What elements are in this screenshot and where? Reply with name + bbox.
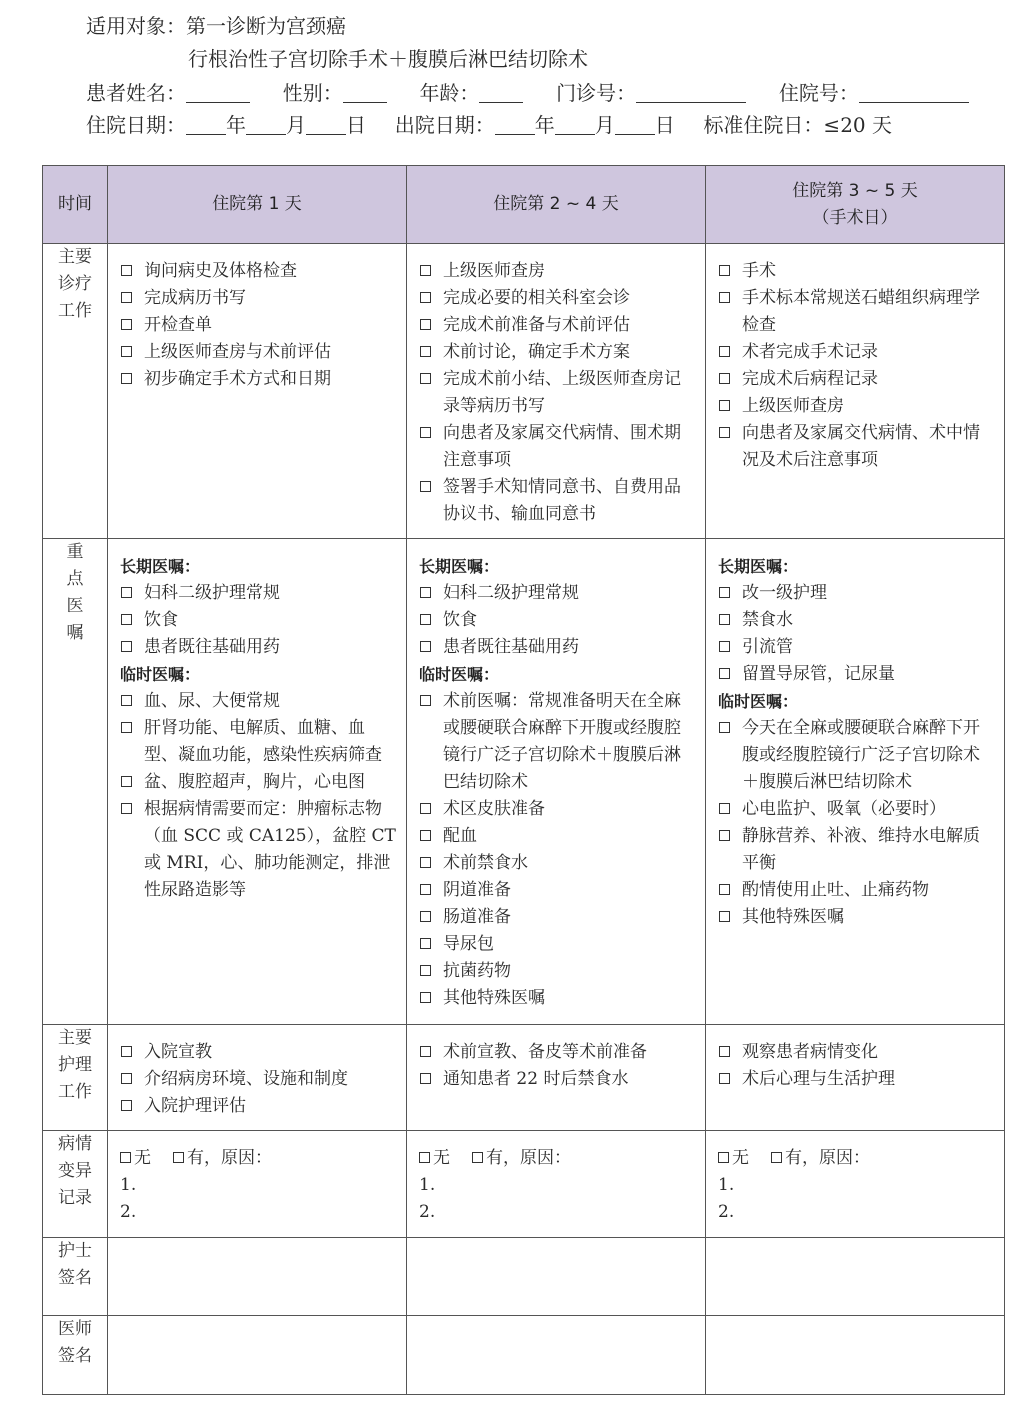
checklist-item-text: 其他特殊医嘱: [742, 907, 844, 927]
checklist-item: [718, 366, 996, 393]
checklist-item-text: 上级医师查房: [742, 396, 844, 416]
checkbox[interactable]: [420, 992, 431, 1003]
date-line: 住院日期： 年 月 日 出院日期： 年 月 日 标准住院日：≤20 天: [86, 113, 893, 137]
checklist-item-text: 观察患者病情变化: [742, 1042, 878, 1062]
checkbox[interactable]: [420, 803, 431, 814]
checklist-item-text: 盆、腹腔超声，胸片，心电图: [144, 772, 365, 792]
checkbox[interactable]: [121, 587, 132, 598]
checklist-item-text: 饮食: [144, 610, 178, 630]
checklist-item-text: 术前宣教、备皮等术前准备: [443, 1042, 647, 1062]
nursing-col1: [108, 1025, 406, 1130]
checklist-item: [120, 769, 398, 796]
discharge-year-field[interactable]: [495, 114, 535, 135]
checklist-item-text: 留置导尿管，记尿量: [742, 664, 895, 684]
row-key-orders: [43, 539, 1005, 1025]
checklist-item-text: 入院宣教: [144, 1042, 212, 1062]
checkbox[interactable]: [719, 346, 730, 357]
checkbox[interactable]: [719, 373, 730, 384]
inpatient-field[interactable]: [859, 82, 969, 103]
row-label-main-work: 主要 诊疗 工作: [43, 244, 108, 539]
nursing-col2: [407, 1025, 705, 1103]
admit-year-field[interactable]: [186, 114, 226, 135]
main-work-col3: [706, 244, 1004, 484]
checkbox[interactable]: [719, 884, 730, 895]
checkbox[interactable]: [719, 292, 730, 303]
checklist-item: [419, 285, 697, 312]
patient-name-label: 患者姓名：: [86, 81, 186, 105]
checklist-item-text: 肠道准备: [443, 907, 511, 927]
checklist-item: [718, 715, 996, 796]
checklist-item-text: 完成必要的相关科室会诊: [443, 288, 630, 308]
checklist-item-text: 今天在全麻或腰硬联合麻醉下开腹或经腹腔镜行广泛子宫切除术＋腹膜后淋巴结切除术: [742, 718, 980, 792]
checkbox[interactable]: [420, 938, 431, 949]
checklist-item-text: 上级医师查房与术前评估: [144, 342, 331, 362]
checkbox[interactable]: [121, 373, 132, 384]
checkbox[interactable]: [420, 965, 431, 976]
checklist-item: [718, 661, 996, 688]
checklist-item-text: 向患者及家属交代病情、围术期注意事项: [443, 423, 681, 470]
checkbox[interactable]: [121, 1073, 132, 1084]
variance-options: [419, 1145, 697, 1172]
checklist-item: [120, 607, 398, 634]
checklist-item-text: 初步确定手术方式和日期: [144, 369, 331, 389]
row-label-nursing: 主要 护理 工作: [43, 1025, 108, 1131]
checkbox[interactable]: [719, 400, 730, 411]
variance-reason-1[interactable]: 1.: [419, 1175, 436, 1195]
checklist-item-text: 术区皮肤准备: [443, 799, 545, 819]
checklist-item: [120, 1093, 398, 1120]
col-header-day3-5: 住院第 3 ~ 5 天 （手术日）: [706, 166, 1005, 244]
variance-none-checkbox[interactable]: [419, 1152, 430, 1163]
checklist-item: [120, 1039, 398, 1066]
checklist-item: [419, 796, 697, 823]
checklist-item-text: 向患者及家属交代病情、术中情况及术后注意事项: [742, 423, 980, 470]
variance-reason-1[interactable]: 1.: [718, 1175, 735, 1195]
temp-orders-heading: 临时医嘱：: [419, 665, 500, 684]
checklist-item: [419, 688, 697, 796]
checkbox[interactable]: [420, 265, 431, 276]
checklist-item: [718, 823, 996, 877]
checklist-item-text: 静脉营养、补液、维持水电解质平衡: [742, 826, 980, 873]
checklist-item: [419, 580, 697, 607]
standard-stay-label: 标准住院日：≤20 天: [703, 113, 893, 137]
checkbox[interactable]: [121, 722, 132, 733]
checklist-item-text: 抗菌药物: [443, 961, 511, 981]
checklist-item: [718, 580, 996, 607]
sex-field[interactable]: [343, 82, 387, 103]
checkbox[interactable]: [719, 427, 730, 438]
checklist-item-text: 通知患者 22 时后禁食水: [443, 1069, 629, 1089]
checklist-item: [120, 634, 398, 661]
checklist-item-text: 肝肾功能、电解质、血糖、血型、凝血功能，感染性疾病筛查: [144, 718, 382, 765]
checkbox[interactable]: [121, 292, 132, 303]
row-label-key-orders: 重 点 医 嘱: [43, 539, 108, 1025]
checkbox[interactable]: [420, 1046, 431, 1057]
checkbox[interactable]: [121, 803, 132, 814]
checkbox[interactable]: [420, 911, 431, 922]
sex-label: 性别：: [282, 81, 343, 105]
checklist-item-text: 改一级护理: [742, 583, 827, 603]
variance-reason-2[interactable]: 2.: [120, 1202, 137, 1222]
row-nurse-sign: [43, 1238, 1005, 1316]
main-work-col2: [407, 244, 705, 538]
checklist-item-text: 酌情使用止吐、止痛药物: [742, 880, 929, 900]
checkbox[interactable]: [420, 695, 431, 706]
checklist-item-text: 心电监护、吸氧（必要时）: [742, 799, 946, 819]
orders-col2: [407, 539, 705, 1022]
variance-options: [718, 1145, 996, 1172]
checklist-item-text: 患者既往基础用药: [443, 637, 579, 657]
time-header: 时间: [43, 166, 108, 244]
checklist-item: [419, 985, 697, 1012]
checklist-item: [419, 904, 697, 931]
checklist-item-text: 签署手术知情同意书、自费用品协议书、输血同意书: [443, 477, 681, 524]
checklist-item-text: 根据病情需要而定：肿瘤标志物（血 SCC 或 CA125），盆腔 CT 或 MRI，心、肺功能测定，排泄性尿路造影等: [144, 799, 396, 900]
checklist-item: [718, 1039, 996, 1066]
variance-none-label: 无: [732, 1148, 749, 1168]
checklist-item-text: 上级医师查房: [443, 261, 545, 281]
checklist-item: [120, 715, 398, 769]
checklist-item-text: 手术标本常规送石蜡组织病理学检查: [742, 288, 980, 335]
checkbox[interactable]: [420, 346, 431, 357]
checklist-item-text: 饮食: [443, 610, 477, 630]
checklist-item-text: 介绍病房环境、设施和制度: [144, 1069, 348, 1089]
checklist-item-text: 术前医嘱：常规准备明天在全麻或腰硬联合麻醉下开腹或经腹腔镜行广泛子宫切除术＋腹膜后淋巴结切除术: [443, 691, 681, 792]
clinical-pathway-table: [42, 165, 1005, 1395]
checkbox[interactable]: [719, 722, 730, 733]
header-row: [43, 166, 1005, 244]
checklist-item-text: 入院护理评估: [144, 1096, 246, 1116]
main-work-col1: [108, 244, 406, 403]
checkbox[interactable]: [719, 587, 730, 598]
checklist-item-text: 配血: [443, 826, 477, 846]
row-label-variance: 病情 变异 记录: [43, 1131, 108, 1238]
checklist-item: [419, 958, 697, 985]
long-term-orders-heading: 长期医嘱：: [120, 557, 201, 576]
checklist-item: [120, 312, 398, 339]
checkbox[interactable]: [719, 803, 730, 814]
checkbox[interactable]: [719, 614, 730, 625]
variance-reason-1[interactable]: 1.: [120, 1175, 137, 1195]
checklist-item-text: 其他特殊医嘱: [443, 988, 545, 1008]
doctor-sign-field-col3[interactable]: [706, 1316, 1005, 1395]
checkbox[interactable]: [121, 614, 132, 625]
checklist-item-text: 完成病历书写: [144, 288, 246, 308]
row-variance: [43, 1131, 1005, 1238]
discharge-month-field[interactable]: [555, 114, 595, 135]
outpatient-field[interactable]: [636, 82, 746, 103]
checkbox[interactable]: [121, 1100, 132, 1111]
age-field[interactable]: [479, 82, 523, 103]
nurse-sign-field-col1[interactable]: [108, 1238, 407, 1316]
row-main-work: [43, 244, 1005, 539]
checkbox[interactable]: [420, 614, 431, 625]
checkbox[interactable]: [420, 830, 431, 841]
checklist-item-text: 术者完成手术记录: [742, 342, 878, 362]
checkbox[interactable]: [121, 319, 132, 330]
checkbox[interactable]: [121, 265, 132, 276]
checkbox[interactable]: [420, 427, 431, 438]
checkbox[interactable]: [121, 641, 132, 652]
checklist-item: [718, 285, 996, 339]
checklist-item: [419, 634, 697, 661]
checkbox[interactable]: [420, 319, 431, 330]
checklist-item-text: 妇科二级护理常规: [443, 583, 579, 603]
variance-reason-2[interactable]: 2.: [718, 1202, 735, 1222]
admit-day-field[interactable]: [306, 114, 346, 135]
checklist-item: [718, 420, 996, 474]
checklist-item: [120, 366, 398, 393]
variance-col1: [108, 1131, 406, 1236]
checklist-item: [419, 339, 697, 366]
admit-date-label: 住院日期：: [86, 113, 186, 137]
checklist-item: [718, 1066, 996, 1093]
checklist-item-text: 妇科二级护理常规: [144, 583, 280, 603]
temp-orders-heading: 临时医嘱：: [120, 665, 201, 684]
checklist-item: [120, 339, 398, 366]
admit-month-field[interactable]: [246, 114, 286, 135]
variance-none-checkbox[interactable]: [120, 1152, 131, 1163]
inpatient-label: 住院号：: [778, 81, 859, 105]
checkbox[interactable]: [420, 481, 431, 492]
checklist-item: [718, 904, 996, 931]
target-line: [86, 12, 346, 40]
orders-col1: [108, 539, 406, 914]
row-nursing: [43, 1025, 1005, 1131]
nurse-sign-field-col3[interactable]: [706, 1238, 1005, 1316]
checklist-item: [419, 474, 697, 528]
checkbox[interactable]: [719, 668, 730, 679]
variance-yes-label: 有，原因：: [785, 1148, 870, 1168]
checklist-item-text: 患者既往基础用药: [144, 637, 280, 657]
checklist-item: [718, 634, 996, 661]
checklist-item: [419, 258, 697, 285]
checklist-item: [120, 688, 398, 715]
checklist-item: [419, 931, 697, 958]
checklist-item-text: 完成术前准备与术前评估: [443, 315, 630, 335]
checklist-item: [120, 580, 398, 607]
checklist-item-text: 术后心理与生活护理: [742, 1069, 895, 1089]
checklist-item: [718, 796, 996, 823]
checklist-item: [718, 393, 996, 420]
long-term-orders-heading: 长期医嘱：: [419, 557, 500, 576]
checklist-item: [120, 285, 398, 312]
variance-none-checkbox[interactable]: [718, 1152, 729, 1163]
checklist-item-text: 术前讨论，确定手术方案: [443, 342, 630, 362]
checkbox[interactable]: [719, 265, 730, 276]
checklist-item-text: 禁食水: [742, 610, 793, 630]
checklist-item-text: 开检查单: [144, 315, 212, 335]
checkbox[interactable]: [420, 292, 431, 303]
checkbox[interactable]: [719, 911, 730, 922]
variance-yes-checkbox[interactable]: [771, 1152, 782, 1163]
checklist-item-text: 导尿包: [443, 934, 494, 954]
checklist-item: [419, 312, 697, 339]
row-doctor-sign: [43, 1316, 1005, 1395]
checkbox[interactable]: [121, 695, 132, 706]
variance-none-label: 无: [433, 1148, 450, 1168]
checklist-item: [419, 1066, 697, 1093]
variance-yes-label: 有，原因：: [187, 1148, 272, 1168]
checklist-item: [718, 877, 996, 904]
checklist-item-text: 术前禁食水: [443, 853, 528, 873]
checklist-item: [120, 1066, 398, 1093]
row-label-nurse-sign: 护士 签名: [43, 1238, 108, 1316]
checklist-item: [419, 366, 697, 420]
checklist-item: [718, 339, 996, 366]
checklist-item-text: 手术: [742, 261, 776, 281]
nurse-sign-field-col2[interactable]: [407, 1238, 706, 1316]
checklist-item: [120, 796, 398, 904]
variance-options: [120, 1145, 398, 1172]
checkbox[interactable]: [121, 346, 132, 357]
variance-yes-checkbox[interactable]: [472, 1152, 483, 1163]
checkbox[interactable]: [719, 830, 730, 841]
checkbox[interactable]: [719, 1046, 730, 1057]
checkbox[interactable]: [121, 1046, 132, 1057]
variance-col2: [407, 1131, 705, 1236]
variance-reason-2[interactable]: 2.: [419, 1202, 436, 1222]
doctor-sign-field-col1[interactable]: [108, 1316, 407, 1395]
orders-col3: [706, 539, 1004, 941]
checkbox[interactable]: [420, 884, 431, 895]
target-procedure: 行根治性子宫切除手术＋腹膜后淋巴结切除术: [188, 47, 588, 71]
col-header-day2-4: 住院第 2 ~ 4 天: [407, 166, 706, 244]
col-header-day1: 住院第 1 天: [108, 166, 407, 244]
checklist-item: [419, 1039, 697, 1066]
checkbox[interactable]: [420, 587, 431, 598]
patient-name-field[interactable]: [186, 82, 250, 103]
variance-col3: [706, 1131, 1004, 1236]
temp-orders-heading: 临时医嘱：: [718, 692, 799, 711]
row-label-doctor-sign: 医师 签名: [43, 1316, 108, 1395]
checklist-item: [419, 420, 697, 474]
discharge-date-label: 出院日期：: [394, 113, 495, 137]
checklist-item-text: 询问病史及体格检查: [144, 261, 297, 281]
checkbox[interactable]: [719, 641, 730, 652]
checkbox[interactable]: [121, 776, 132, 787]
checklist-item: [120, 258, 398, 285]
checklist-item-text: 完成术后病程记录: [742, 369, 878, 389]
variance-yes-checkbox[interactable]: [173, 1152, 184, 1163]
checklist-item-text: 阴道准备: [443, 880, 511, 900]
checklist-item-text: 引流管: [742, 637, 793, 657]
discharge-day-field[interactable]: [615, 114, 655, 135]
checklist-item-text: 血、尿、大便常规: [144, 691, 280, 711]
patient-info-line: [86, 79, 969, 107]
outpatient-label: 门诊号：: [556, 81, 637, 105]
checkbox[interactable]: [420, 641, 431, 652]
variance-yes-label: 有，原因：: [486, 1148, 571, 1168]
checklist-item: [419, 850, 697, 877]
doctor-sign-field-col2[interactable]: [407, 1316, 706, 1395]
nursing-col3: [706, 1025, 1004, 1103]
checklist-item: [419, 607, 697, 634]
checkbox[interactable]: [420, 857, 431, 868]
checkbox[interactable]: [420, 1073, 431, 1084]
checklist-item-text: 完成术前小结、上级医师查房记录等病历书写: [443, 369, 681, 416]
checklist-item: [419, 877, 697, 904]
variance-none-label: 无: [134, 1148, 151, 1168]
checkbox[interactable]: [719, 1073, 730, 1084]
checklist-item: [718, 258, 996, 285]
checklist-item: [419, 823, 697, 850]
checkbox[interactable]: [420, 373, 431, 384]
age-label: 年龄：: [419, 81, 480, 105]
checklist-item: [718, 607, 996, 634]
target-label: 适用对象：第一诊断为宫颈癌: [86, 14, 346, 38]
long-term-orders-heading: 长期医嘱：: [718, 557, 799, 576]
